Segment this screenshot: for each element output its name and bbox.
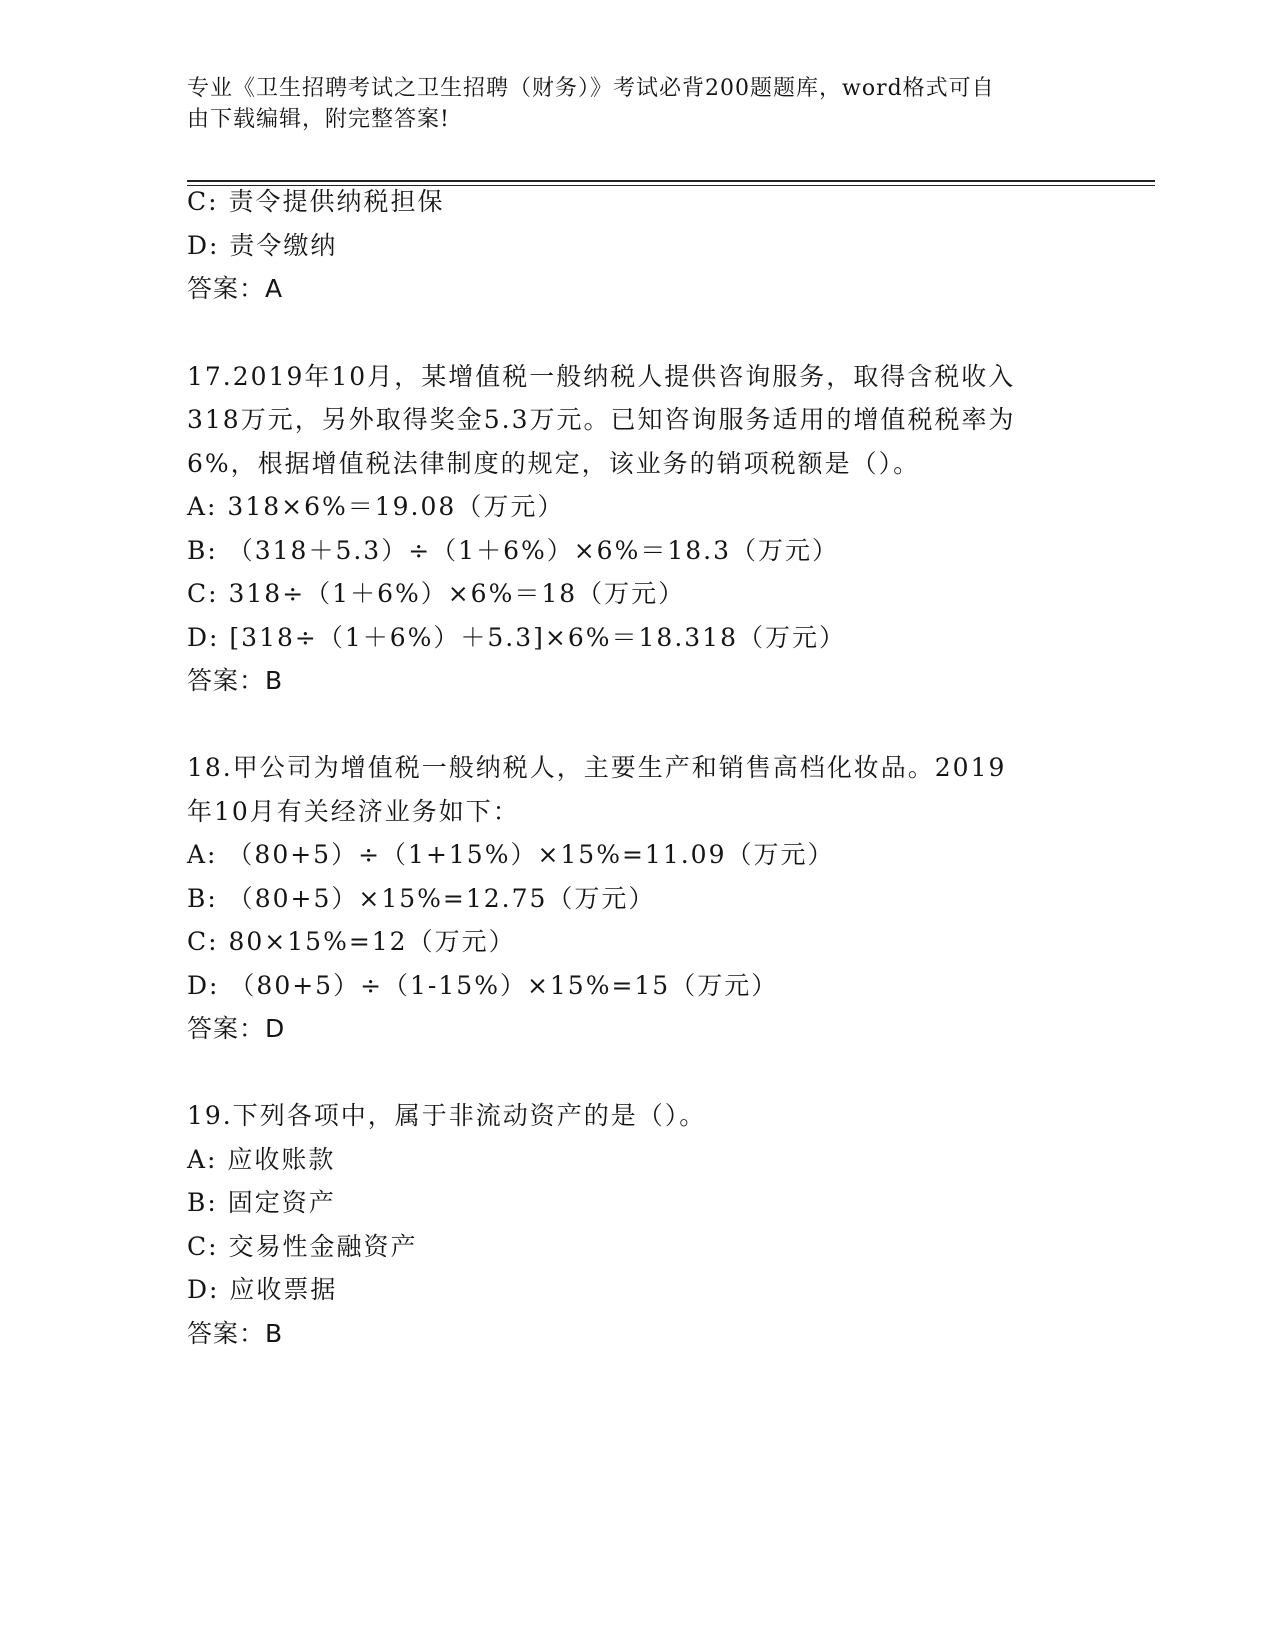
q17-stem-line-1: 17.2019年10月，某增值税一般纳税人提供咨询服务，取得含税收入 bbox=[187, 362, 1016, 391]
q17-answer: 答案：B bbox=[187, 666, 284, 695]
q19-option-d: D: 应收票据 bbox=[187, 1275, 338, 1304]
q19-option-a: A: 应收账款 bbox=[187, 1145, 336, 1174]
q18-option-c: C: 80×15%=12（万元） bbox=[187, 927, 516, 956]
q19-stem-line-1: 19.下列各项中，属于非流动资产的是（）。 bbox=[187, 1101, 707, 1130]
header-rule-thick bbox=[187, 180, 1155, 182]
q18-option-a: A: （80+5）÷（1+15%）×15%=11.09（万元） bbox=[187, 840, 835, 869]
q19-answer: 答案：B bbox=[187, 1319, 284, 1348]
q17-option-d: D: [318÷（1＋6%）＋5.3]×6%＝18.318（万元） bbox=[187, 623, 846, 652]
q19-option-c: C: 交易性金融资产 bbox=[187, 1232, 418, 1261]
header-line-1: 专业《卫生招聘考试之卫生招聘（财务）》考试必背200题题库，word格式可自 bbox=[187, 76, 995, 101]
q17-option-a: A: 318×6%＝19.08（万元） bbox=[187, 492, 565, 521]
q19-option-b: B: 固定资产 bbox=[187, 1188, 336, 1217]
q16-answer: 答案：A bbox=[187, 274, 284, 303]
header-line-2: 由下载编辑，附完整答案! bbox=[187, 107, 450, 132]
q18-option-d: D: （80+5）÷（1-15%）×15%=15（万元） bbox=[187, 971, 779, 1000]
q18-option-b: B: （80+5）×15%=12.75（万元） bbox=[187, 884, 656, 913]
q17-option-c: C: 318÷（1＋6%）×6%＝18（万元） bbox=[187, 579, 686, 608]
q16-option-d: D: 责令缴纳 bbox=[187, 231, 338, 260]
q18-stem-line-1: 18.甲公司为增值税一般纳税人，主要生产和销售高档化妆品。2019 bbox=[187, 753, 1007, 782]
q18-stem-line-2: 年10月有关经济业务如下： bbox=[187, 797, 520, 826]
q18-answer: 答案：D bbox=[187, 1014, 286, 1043]
q17-stem-line-3: 6%，根据增值税法律制度的规定，该业务的销项税额是（）。 bbox=[187, 449, 921, 478]
document-header bbox=[187, 73, 1067, 135]
header-rule-thin bbox=[187, 185, 1155, 186]
q17-option-b: B: （318＋5.3）÷（1＋6%）×6%＝18.3（万元） bbox=[187, 536, 840, 565]
q16-option-c: C: 责令提供纳税担保 bbox=[187, 187, 445, 216]
q17-stem-line-2: 318万元，另外取得奖金5.3万元。已知咨询服务适用的增值税税率为 bbox=[187, 405, 1016, 434]
